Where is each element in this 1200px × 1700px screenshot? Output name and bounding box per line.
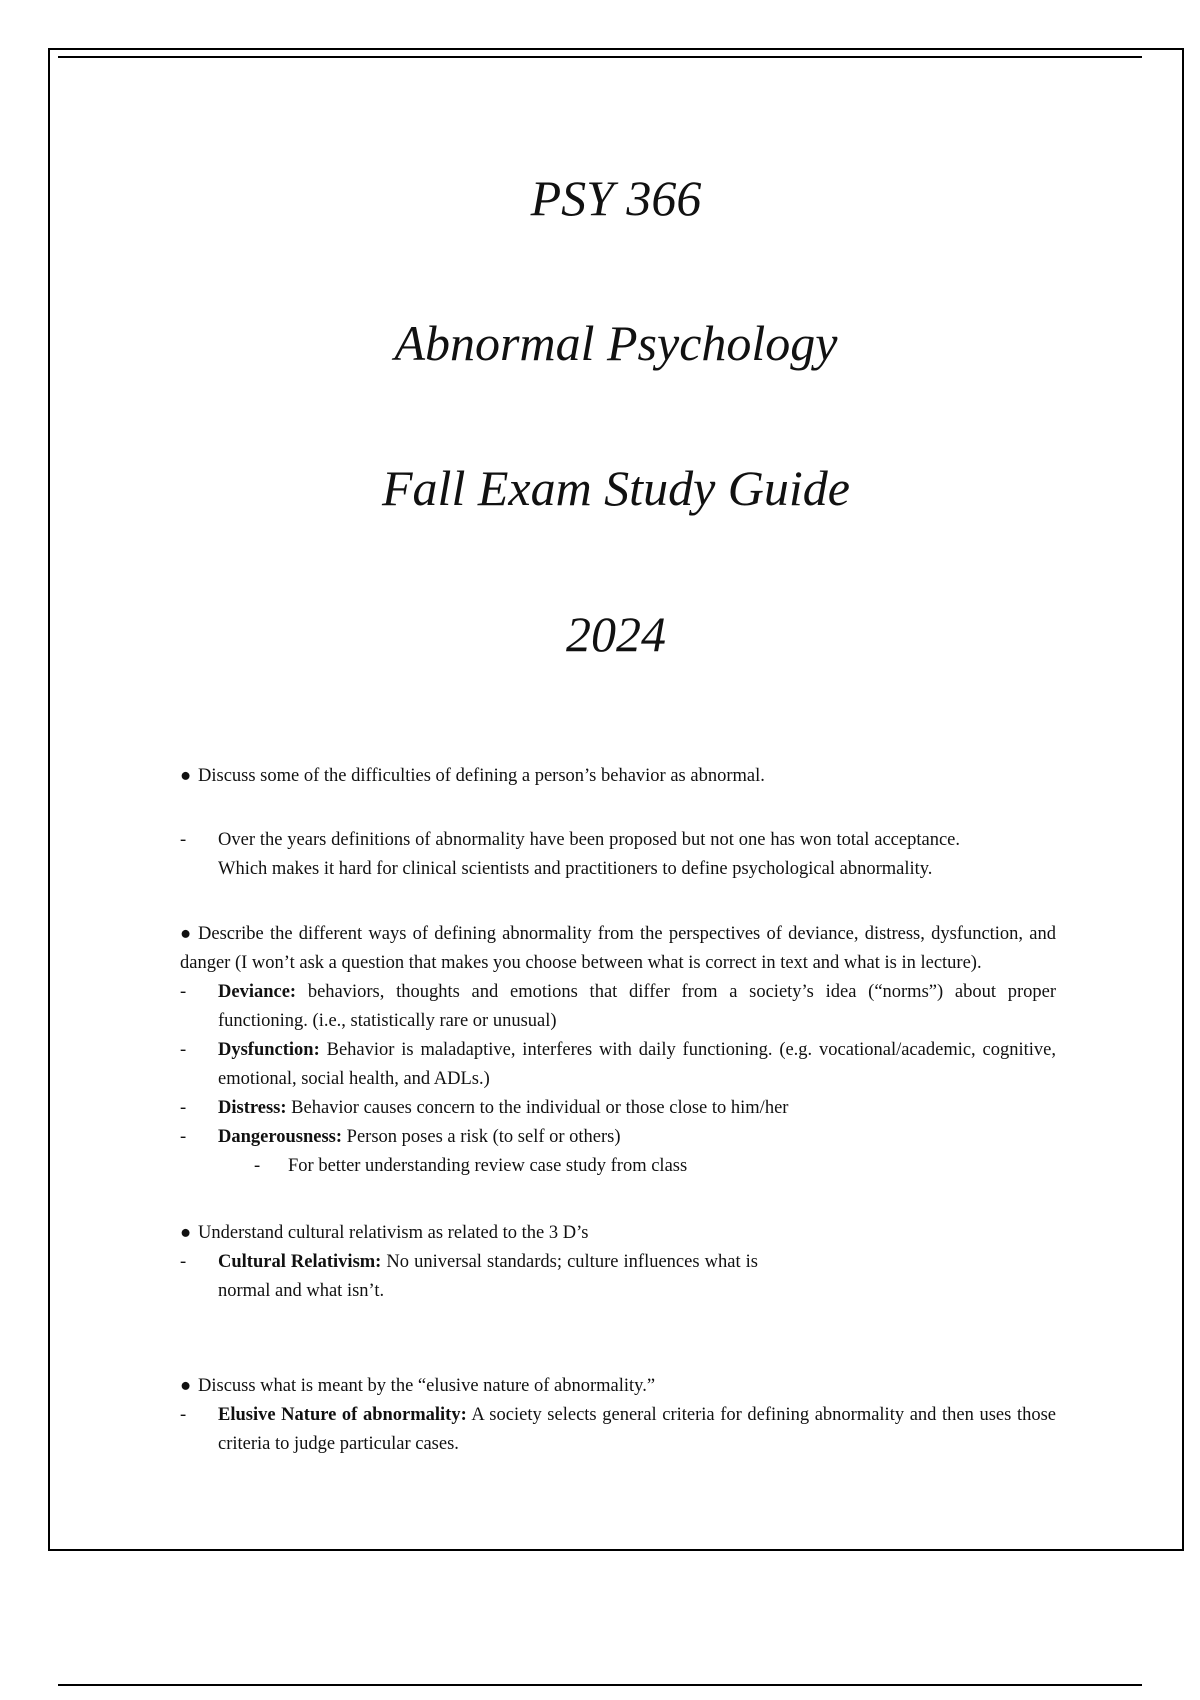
bullet-icon: ● <box>180 1376 192 1396</box>
dash-icon: - <box>180 1127 187 1147</box>
term: Dangerousness: <box>218 1127 343 1147</box>
definition-text: Behavior causes concern to the individual or those close to him/her <box>286 1098 789 1118</box>
definition-dangerousness <box>180 1123 1056 1152</box>
term: Dysfunction: <box>218 1040 320 1060</box>
answer-item <box>180 826 960 884</box>
question <box>180 1219 1056 1248</box>
definition-text: behaviors, thoughts and emotions that differ from a society’s idea (“norms”) about proper functioning. (i.e., statistically rare or unusual) <box>218 982 1056 1031</box>
question-text: Describe the different ways of defining abnormality from the perspectives of deviance, distress, dysfunction, and danger (I won’t ask a question that makes you choose between what is correct in text and what is in lecture). <box>180 924 1056 973</box>
dash-icon: - <box>180 830 187 850</box>
document-year: 2024 <box>566 606 666 662</box>
question-text: Discuss what is meant by the “elusive nature of abnormality.” <box>198 1376 656 1396</box>
dash-icon: - <box>180 1252 187 1272</box>
question <box>180 920 1056 978</box>
definition-cultural-relativism <box>180 1248 758 1306</box>
section-cultural-relativism <box>180 1219 1056 1306</box>
dash-icon: - <box>180 1405 187 1425</box>
definition-deviance <box>180 978 1056 1036</box>
definition-dysfunction <box>180 1036 1056 1094</box>
dash-icon: - <box>180 1040 187 1060</box>
question <box>180 762 1056 791</box>
bullet-icon: ● <box>180 924 192 944</box>
term: Elusive Nature of abnormality: <box>218 1405 467 1425</box>
term: Distress: <box>218 1098 287 1118</box>
bullet-icon: ● <box>180 1223 192 1243</box>
section-difficulties <box>180 762 1056 884</box>
study-guide-content <box>180 762 1056 1459</box>
bottom-rule <box>58 1684 1142 1686</box>
dash-icon: - <box>180 982 187 1002</box>
question-text: Discuss some of the difficulties of defining a person’s behavior as abnormal. <box>198 766 765 786</box>
course-name: Abnormal Psychology <box>394 315 838 371</box>
answer-text: Over the years definitions of abnormality have been proposed but not one has won total acceptance. Which makes it hard for clinical scientists and practitioners to define psychological abnormality. <box>218 830 960 879</box>
term: Deviance: <box>218 982 297 1002</box>
term: Cultural Relativism: <box>218 1252 382 1272</box>
dash-icon: - <box>180 1098 187 1118</box>
section-four-ds <box>180 920 1056 1181</box>
definition-distress <box>180 1094 1056 1123</box>
sub-note <box>180 1152 1056 1181</box>
definition-text: Person poses a risk (to self or others) <box>342 1127 621 1147</box>
definition-text: A society selects general criteria for defining abnormality and then uses those criteria to judge particular cases. <box>218 1405 1056 1454</box>
definition-elusive-nature <box>180 1401 1056 1459</box>
bullet-icon: ● <box>180 766 192 786</box>
question-text: Understand cultural relativism as related to the 3 D’s <box>198 1223 589 1243</box>
section-elusive-nature <box>180 1372 1056 1459</box>
document-title: Fall Exam Study Guide <box>382 460 850 516</box>
question <box>180 1372 1056 1401</box>
definition-text: Behavior is maladaptive, interferes with daily functioning. (e.g. vocational/academic, cognitive, emotional, social health, and ADLs.) <box>218 1040 1056 1089</box>
course-code: PSY 366 <box>530 170 702 226</box>
sub-note-text: For better understanding review case study from class <box>288 1156 688 1176</box>
definition-text: No universal standards; culture influences what is normal and what isn’t. <box>218 1252 758 1301</box>
dash-icon: - <box>254 1156 261 1176</box>
